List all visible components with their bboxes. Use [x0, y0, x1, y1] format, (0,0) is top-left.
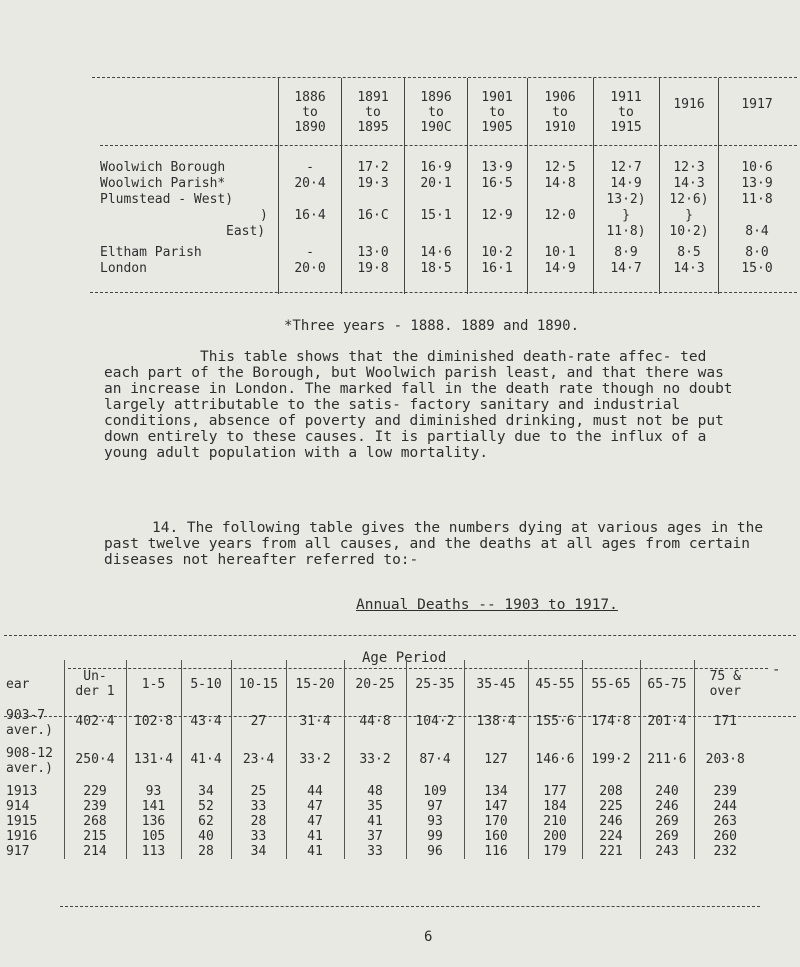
deaths-cell: 170	[464, 814, 528, 829]
table-row	[4, 746, 756, 784]
deaths-cell: 229	[64, 784, 126, 799]
table1-header-cell: 1890	[294, 120, 326, 135]
table1-cell: 13·0	[357, 245, 389, 260]
deaths-cell: 102·8	[126, 708, 181, 746]
table1-header-cell: to	[302, 105, 318, 120]
deaths-cell: 246	[640, 799, 694, 814]
table1-header-cell: 1901	[481, 90, 513, 105]
table1-cell: 14·6	[420, 245, 452, 260]
table1-cell: 8·0	[745, 245, 769, 260]
table1-cell: 15·1	[420, 208, 452, 223]
page-number: 6	[424, 929, 433, 945]
deaths-cell: 221	[582, 844, 640, 859]
table1-cell: 12·7	[610, 160, 642, 175]
table1-cell: 14·3	[673, 261, 705, 276]
age-column-header: 1-5	[126, 660, 181, 708]
deaths-cell: 34	[231, 844, 286, 859]
table1-cell: 16·9	[420, 160, 452, 175]
table1-cell: -	[306, 160, 314, 175]
table1-header-cell: 1891	[357, 90, 389, 105]
deaths-cell: 211·6	[640, 746, 694, 784]
age-column-header: Un- der 1	[64, 660, 126, 708]
age-column-header: 55-65	[582, 660, 640, 708]
table1-cell: 13·2)	[606, 192, 646, 207]
deaths-cell: 48	[344, 784, 406, 799]
table1-cell: 10·1	[544, 245, 576, 260]
deaths-cell: 96	[406, 844, 464, 859]
table1-row-label: )	[260, 208, 268, 223]
deaths-cell: 25	[231, 784, 286, 799]
table1-header-cell: to	[552, 105, 568, 120]
table1-header-cell: 1911	[610, 90, 642, 105]
deaths-cell: 87·4	[406, 746, 464, 784]
table1-cell: 16·1	[481, 261, 513, 276]
paragraph-14: 14. The following table gives the numbers dying at various ages in the past twelve years from all causes, and the deaths at all ages from certain diseases not hereafter referred to:-	[104, 520, 764, 568]
table2-top-rule	[4, 635, 796, 636]
table1-header-cell: 1917	[741, 97, 773, 112]
deaths-cell: 44	[286, 784, 344, 799]
age-column-header: 65-75	[640, 660, 694, 708]
deaths-cell: 33	[231, 829, 286, 844]
deaths-cell: 105	[126, 829, 181, 844]
deaths-cell: 47	[286, 799, 344, 814]
deaths-cell: 201·4	[640, 708, 694, 746]
table-row	[4, 784, 756, 799]
table1-header-cell: to	[489, 105, 505, 120]
deaths-cell: 104·2	[406, 708, 464, 746]
table1-header-cell: 1916	[673, 97, 705, 112]
deaths-cell: 134	[464, 784, 528, 799]
table1-cell: 16·5	[481, 176, 513, 191]
table1-cell: 13·9	[481, 160, 513, 175]
table1-col-divider	[527, 78, 528, 294]
year-cell: 1913	[6, 784, 38, 799]
table1-cell: 14·9	[544, 261, 576, 276]
table1-cell: 8·4	[745, 224, 769, 239]
deaths-cell: 93	[406, 814, 464, 829]
deaths-cell: 41	[286, 844, 344, 859]
table-row	[4, 708, 756, 746]
table1-cell: 16·C	[357, 208, 389, 223]
age-period-label: Age Period	[362, 650, 447, 666]
deaths-cell: 37	[344, 829, 406, 844]
deaths-cell: 40	[181, 829, 231, 844]
table1-cell: 19·3	[357, 176, 389, 191]
table1-cell: 16·4	[294, 208, 326, 223]
deaths-cell: 200	[528, 829, 582, 844]
deaths-cell: 146·6	[528, 746, 582, 784]
table1-cell: 13·9	[741, 176, 773, 191]
deaths-cell: 34	[181, 784, 231, 799]
table1-cell: 10·2)	[669, 224, 709, 239]
deaths-cell: 269	[640, 814, 694, 829]
table1-cell: 10·2	[481, 245, 513, 260]
deaths-cell: 214	[64, 844, 126, 859]
deaths-cell: 23·4	[231, 746, 286, 784]
deaths-cell: 155·6	[528, 708, 582, 746]
table1-cell: -	[306, 245, 314, 260]
deaths-cell: 62	[181, 814, 231, 829]
deaths-cell: 224	[582, 829, 640, 844]
table1-bottom-rule	[90, 292, 797, 293]
deaths-cell: 147	[464, 799, 528, 814]
table1-col-divider	[341, 78, 342, 294]
deaths-cell: 269	[640, 829, 694, 844]
table1-header-cell: 1905	[481, 120, 513, 135]
table1-header-cell: 1915	[610, 120, 642, 135]
age-column-header: 10-15	[231, 660, 286, 708]
table1-header-cell: 1906	[544, 90, 576, 105]
deaths-cell: 31·4	[286, 708, 344, 746]
deaths-cell: 33·2	[286, 746, 344, 784]
deaths-cell: 93	[126, 784, 181, 799]
table-row	[4, 814, 756, 829]
table1-cell: 20·1	[420, 176, 452, 191]
deaths-cell: 171	[694, 708, 756, 746]
table1-header-cell: 190C	[420, 120, 452, 135]
age-column-header: 20-25	[344, 660, 406, 708]
deaths-cell: 52	[181, 799, 231, 814]
deaths-cell: 35	[344, 799, 406, 814]
deaths-cell: 113	[126, 844, 181, 859]
table1-cell: 8·9	[614, 245, 638, 260]
table1-cell: 11·8)	[606, 224, 646, 239]
deaths-cell: 260	[694, 829, 756, 844]
annual-deaths-table	[4, 660, 756, 859]
deaths-cell: 41·4	[181, 746, 231, 784]
deaths-cell: 33	[231, 799, 286, 814]
table-row	[4, 799, 756, 814]
year-header: ear	[6, 676, 30, 692]
deaths-cell: 184	[528, 799, 582, 814]
age-column-header: 15-20	[286, 660, 344, 708]
table1-cell: 14·3	[673, 176, 705, 191]
deaths-cell: 28	[231, 814, 286, 829]
deaths-cell: 47	[286, 814, 344, 829]
table1-cell: 12·3	[673, 160, 705, 175]
age-column-header: 5-10	[181, 660, 231, 708]
deaths-cell: 138·4	[464, 708, 528, 746]
table1-cell: 14·9	[610, 176, 642, 191]
deaths-cell: 116	[464, 844, 528, 859]
table1-header-cell: to	[428, 105, 444, 120]
year-cell: 1915	[6, 814, 38, 829]
deaths-cell: 199·2	[582, 746, 640, 784]
deaths-cell: 244	[694, 799, 756, 814]
table1-top-rule	[92, 77, 797, 78]
deaths-cell: 402·4	[64, 708, 126, 746]
deaths-cell: 97	[406, 799, 464, 814]
deaths-cell: 174·8	[582, 708, 640, 746]
deaths-cell: 131·4	[126, 746, 181, 784]
deaths-cell: 208	[582, 784, 640, 799]
table1-row-label: East)	[226, 224, 266, 239]
table2-bottom-rule	[60, 906, 760, 907]
table1-row-label: Woolwich Borough	[100, 160, 226, 175]
table1-header-cell: 1910	[544, 120, 576, 135]
age-column-header: 45-55	[528, 660, 582, 708]
table1-cell: 12·5	[544, 160, 576, 175]
table-row	[4, 844, 756, 859]
year-cell: 908-12 aver.)	[6, 746, 53, 776]
paragraph-death-rate: This table shows that the diminished death-rate affec- ted each part of the Borough, but Woolwich parish least, and that there was an increase in London. The marked fall in the death rate though no doubt largely attributable to the satis- factory sanitary and industrial conditions, absence of poverty and diminished drinking, must not be put down entirely to these causes. It is partially due to the influx of a young adult population with a low mortality.	[104, 349, 733, 461]
table1-cell: 10·6	[741, 160, 773, 175]
table1-col-divider	[593, 78, 594, 294]
table1-footnote: *Three years - 1888. 1889 and 1890.	[284, 318, 580, 334]
table1-cell: 12·9	[481, 208, 513, 223]
deaths-cell: 210	[528, 814, 582, 829]
table1-col-divider	[278, 78, 279, 294]
deaths-cell: 225	[582, 799, 640, 814]
deaths-cell: 250·4	[64, 746, 126, 784]
table1-col-divider	[404, 78, 405, 294]
deaths-cell: 239	[64, 799, 126, 814]
table1-header-cell: to	[365, 105, 381, 120]
deaths-cell: 136	[126, 814, 181, 829]
table1-cell: }	[685, 208, 693, 223]
table1-cell: 14·8	[544, 176, 576, 191]
deaths-cell: 243	[640, 844, 694, 859]
deaths-cell: 263	[694, 814, 756, 829]
deaths-cell: 41	[344, 814, 406, 829]
deaths-cell: 179	[528, 844, 582, 859]
table1-cell: 14·7	[610, 261, 642, 276]
deaths-cell: 28	[181, 844, 231, 859]
table1-header-cell: to	[618, 105, 634, 120]
table1-header-cell: 1896	[420, 90, 452, 105]
table1-cell: 19·8	[357, 261, 389, 276]
table1-cell: 8·5	[677, 245, 701, 260]
table1-cell: 17·2	[357, 160, 389, 175]
table1-row-label: Woolwich Parish*	[100, 176, 226, 191]
table1-cell: 15·0	[741, 261, 773, 276]
deaths-cell: 215	[64, 829, 126, 844]
year-cell: 1916	[6, 829, 38, 844]
table2-title: Annual Deaths -- 1903 to 1917.	[356, 597, 618, 613]
deaths-cell: 43·4	[181, 708, 231, 746]
deaths-cell: 41	[286, 829, 344, 844]
deaths-cell: 177	[528, 784, 582, 799]
table1-row-label: London	[100, 261, 147, 276]
deaths-cell: 127	[464, 746, 528, 784]
deaths-cell: 232	[694, 844, 756, 859]
age-column-header: 75 & over	[694, 660, 756, 708]
deaths-cell: 44·8	[344, 708, 406, 746]
age-column-header: 35-45	[464, 660, 528, 708]
table1-cell: 20·4	[294, 176, 326, 191]
deaths-cell: 246	[582, 814, 640, 829]
table1-cell: 11·8	[741, 192, 773, 207]
table-row	[4, 829, 756, 844]
deaths-cell: 160	[464, 829, 528, 844]
deaths-cell: 33	[344, 844, 406, 859]
table1-row-label: Eltham Parish	[100, 245, 202, 260]
table1-header-cell: 1886	[294, 90, 326, 105]
table1-header-cell: 1895	[357, 120, 389, 135]
year-cell: 903-7 aver.)	[6, 708, 53, 738]
table1-cell: 20·0	[294, 261, 326, 276]
year-cell: 914	[6, 799, 30, 814]
table1-cell: 12·6)	[669, 192, 709, 207]
deaths-cell: 268	[64, 814, 126, 829]
deaths-cell: 109	[406, 784, 464, 799]
deaths-cell: 203·8	[694, 746, 756, 784]
year-cell: 917	[6, 844, 30, 859]
deaths-cell: 240	[640, 784, 694, 799]
table1-header-rule	[100, 145, 797, 146]
age-column-header: 25-35	[406, 660, 464, 708]
table1-cell: }	[622, 208, 630, 223]
deaths-cell: 141	[126, 799, 181, 814]
table1-cell: 12·0	[544, 208, 576, 223]
deaths-cell: 27	[231, 708, 286, 746]
table1-row-label: Plumstead - West)	[100, 192, 234, 207]
deaths-cell: 33·2	[344, 746, 406, 784]
deaths-cell: 239	[694, 784, 756, 799]
corner-dash: -	[772, 662, 781, 678]
deaths-cell: 99	[406, 829, 464, 844]
table1-cell: 18·5	[420, 261, 452, 276]
